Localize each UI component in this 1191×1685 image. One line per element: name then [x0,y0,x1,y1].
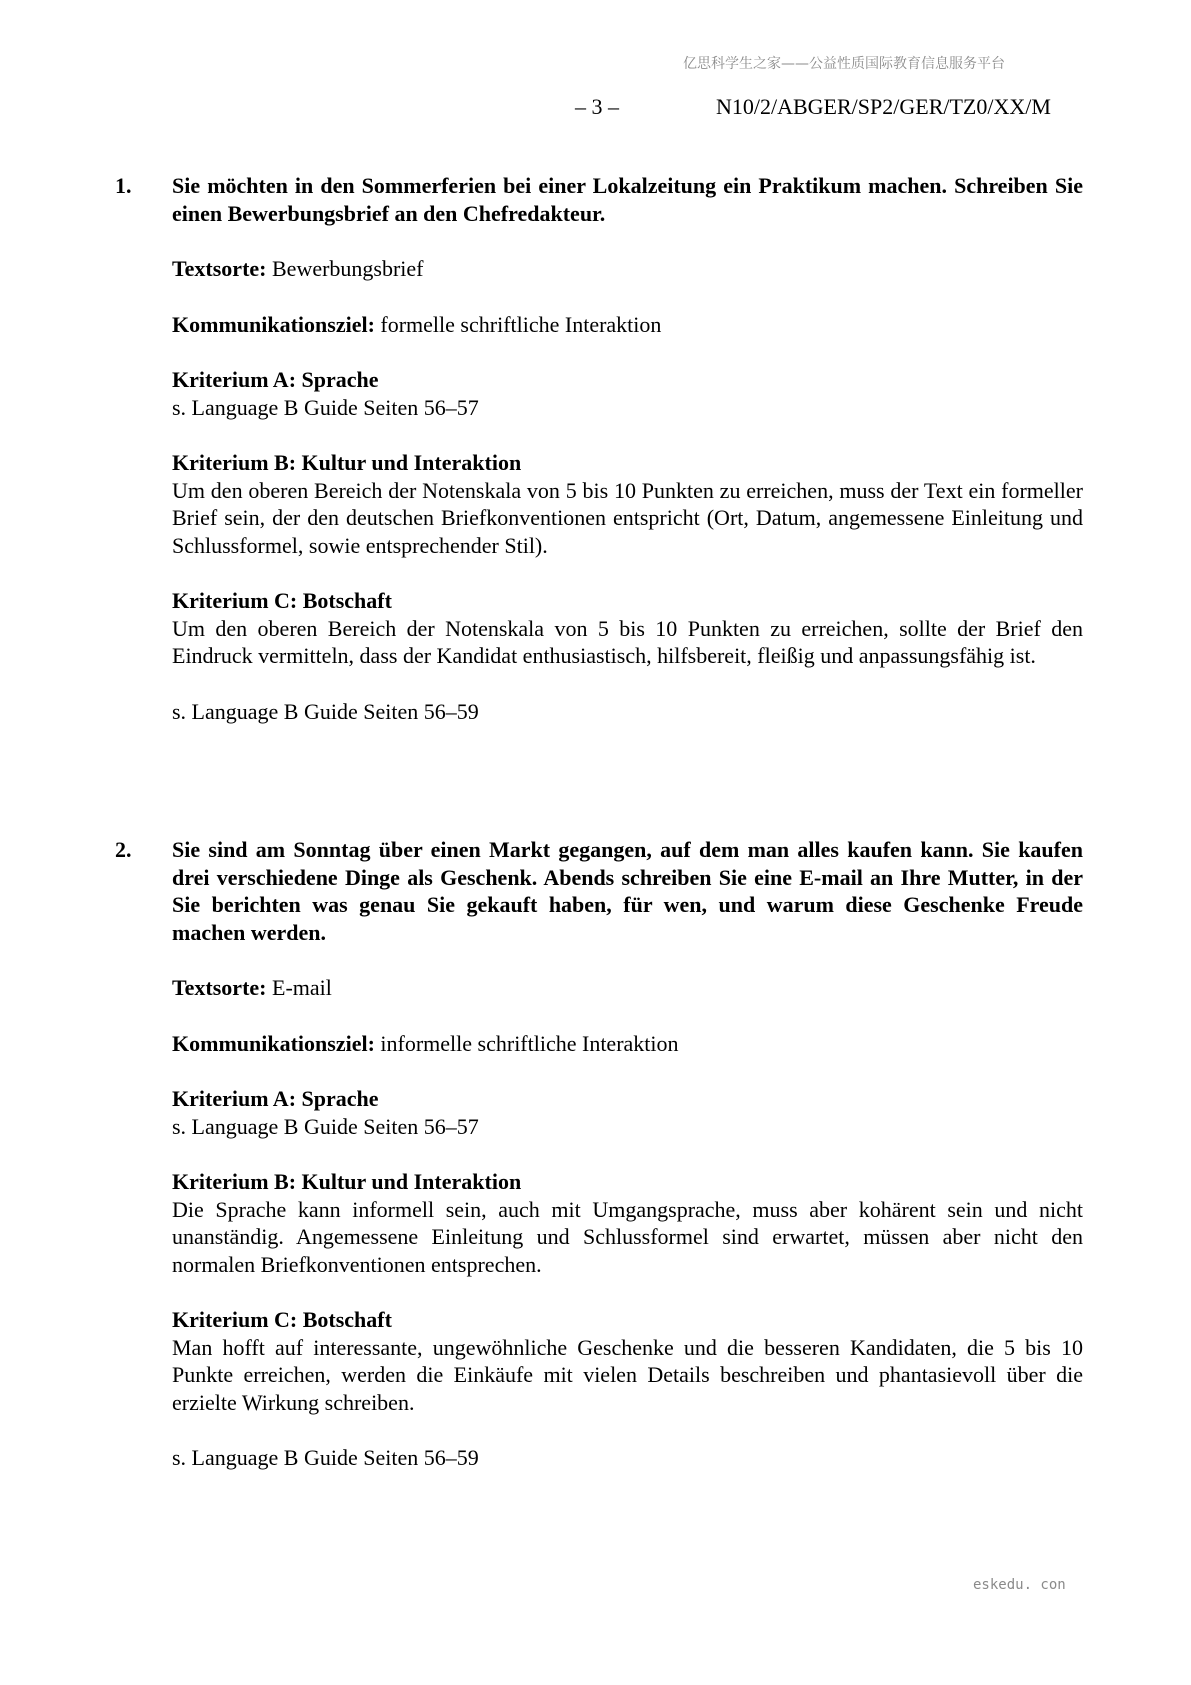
guide-reference [172,1444,1083,1472]
textsorte-line [172,974,1083,1002]
textsorte-value: E-mail [266,975,332,1000]
criterion-b-title: Kriterium B: Kultur und Interaktion [172,450,522,475]
document-code: N10/2/ABGER/SP2/GER/TZ0/XX/M [716,94,1051,119]
criterion-b [172,1168,1083,1278]
criterion-c-text: Um den oberen Bereich der Notenskala von 5 bis 10 Punkten zu erreichen, sollte der Brief den Eindruck vermitteln, dass der Kandidat enthusiastisch, hilfsbereit, fleißig und anpassungsfähig ist. [172,615,1083,668]
page-number: – 3 – [575,94,619,119]
criterion-c-title: Kriterium C: Botschaft [172,1307,392,1332]
guide-reference-text: s. Language B Guide Seiten 56–59 [172,1445,479,1470]
criterion-a [172,366,1083,421]
criterion-b-text: Um den oberen Bereich der Notenskala von 5 bis 10 Punkten zu erreichen, muss der Text ein formeller Brief sein, der den deutschen Briefkonventionen entspricht (Ort, Datum, angemessene Einleitung und Schlussformel, sowie entsprechender Stil). [172,477,1083,558]
kommunikationsziel-label: Kommunikationsziel: [172,1030,375,1056]
question-number: 1. [115,173,132,198]
criterion-c [172,587,1083,670]
kommunikationsziel-line [172,311,1083,339]
question-prompt: Sie sind am Sonntag über einen Markt gegangen, auf dem man alles kaufen kann. Sie kaufen drei verschiedene Dinge als Geschenk. Abends schreiben Sie eine E-mail an Ihre Mutter, in der Sie berichten was genau Sie gekauft haben, für wen, und warum diese Geschenke Freude machen werden. [172,837,1083,945]
guide-reference [172,698,1083,726]
textsorte-label: Textsorte: [172,975,267,1000]
question-prompt: Sie möchten in den Sommerferien bei einer Lokalzeitung ein Praktikum machen. Schreiben Sie einen Bewerbungsbrief an den Chefredakteur. [172,173,1083,226]
kommunikationsziel-value: formelle schriftliche Interaktion [374,311,662,337]
criterion-b-title: Kriterium B: Kultur und Interaktion [172,1169,522,1194]
kommunikationsziel-value: informelle schriftliche Interaktion [374,1030,679,1056]
question-body [172,836,1083,1472]
textsorte-line [172,255,1083,283]
criterion-b [172,449,1083,559]
kommunikationsziel-line [172,1030,1083,1058]
criterion-c [172,1306,1083,1416]
criterion-a-title: Kriterium A: Sprache [172,1086,379,1111]
question-body [172,172,1083,725]
criterion-a-text: s. Language B Guide Seiten 56–57 [172,394,479,420]
criterion-c-title: Kriterium C: Botschaft [172,588,392,613]
watermark-bottom: eskedu. con [973,1577,1066,1593]
question-1 [115,172,1083,725]
question-2 [115,836,1083,1472]
criterion-a-text: s. Language B Guide Seiten 56–57 [172,1113,479,1139]
criterion-b-text: Die Sprache kann informell sein, auch mit Umgangsprache, muss aber kohärent sein und nicht unanständig. Angemessene Einleitung und Schlussformel sind erwartet, müssen aber nicht den normalen Briefkonventionen entsprechen. [172,1196,1083,1277]
guide-reference-text: s. Language B Guide Seiten 56–59 [172,698,479,724]
criterion-a-title: Kriterium A: Sprache [172,367,379,392]
criterion-a [172,1085,1083,1140]
criterion-c-text: Man hofft auf interessante, ungewöhnliche Geschenke und die besseren Kandidaten, die 5 bis 10 Punkte erreichen, werden die Einkäufe mit vielen Details beschreiben und phantasievoll über die erzielte Wirkung schreiben. [172,1334,1083,1415]
question-number: 2. [115,837,132,862]
textsorte-value: Bewerbungsbrief [266,256,424,281]
watermark-top: 亿思科学生之家——公益性质国际教育信息服务平台 [683,56,1005,72]
kommunikationsziel-label: Kommunikationsziel: [172,311,375,337]
textsorte-label: Textsorte: [172,256,267,281]
